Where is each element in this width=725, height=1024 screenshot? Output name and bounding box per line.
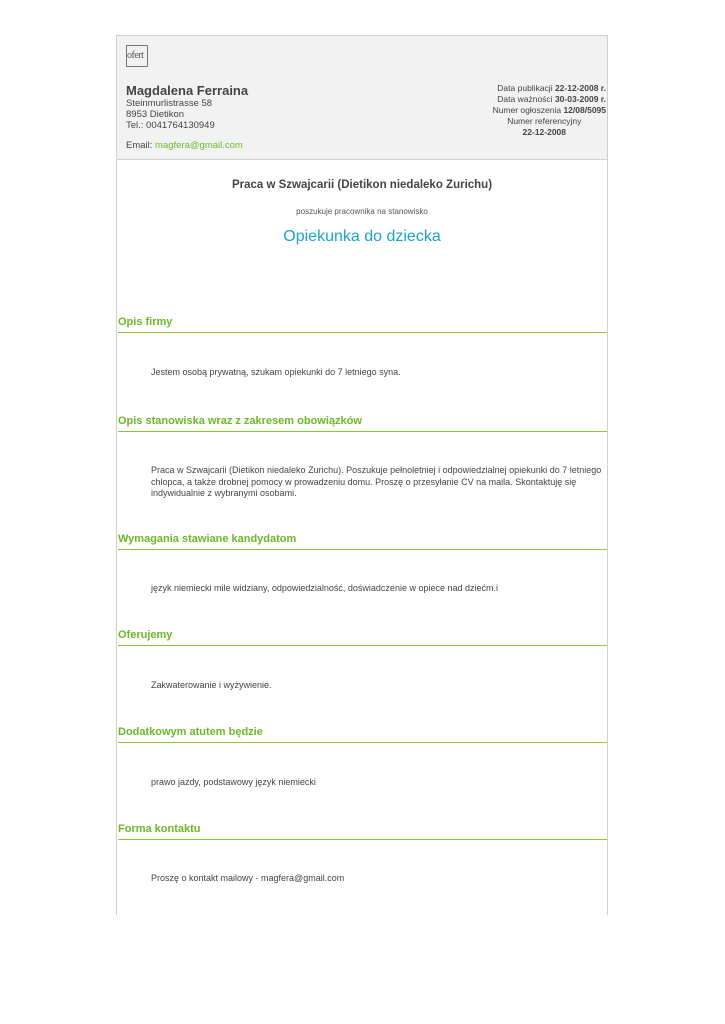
section-heading: Dodatkowym atutem będzie (118, 726, 607, 743)
offer-meta (493, 83, 606, 138)
looking-text: poszukuje pracownika na stanowisko (296, 207, 428, 216)
street: Steinmurlistrasse 58 (126, 98, 213, 109)
email-link[interactable]: magfera@gmail.com (155, 140, 243, 151)
city: 8953 Dietikon (126, 109, 185, 120)
offer-number: Numer ogłoszenia 12/08/5095 (492, 105, 606, 115)
section-text: Jestem osobą prywatną, szukam opiekunki do 7 letniego syna. (151, 367, 401, 377)
job-title: Praca w Szwajcarii (Dietikon niedaleko Zurichu) (231, 179, 493, 191)
offer-card (116, 35, 608, 915)
section-text: Proszę o kontakt mailowy - magfera@gmail.com (151, 873, 345, 883)
section-heading: Forma kontaktu (118, 823, 607, 840)
phone: Tel.: 0041764130949 (126, 120, 215, 131)
advertiser-address (126, 98, 215, 131)
expiry-date: Data ważności 30-03-2009 r. (497, 94, 606, 104)
section-text: język niemiecki mile widziany, odpowiedzialność, doświadczenie w opiece nad dziećm.i (151, 583, 498, 593)
section-heading: Wymagania stawiane kandydatom (118, 533, 607, 550)
advertiser-name: Magdalena Ferraina (126, 83, 249, 98)
position-title: Opiekunka do dziecka (283, 228, 441, 245)
section-heading: Opis stanowiska wraz z zakresem obowiązków (118, 415, 607, 432)
section-text: Zakwaterowanie i wyżywienie. (151, 680, 272, 690)
section-text: Praca w Szwajcarii (Dietikon niedaleko Zurichu). Poszukuje pełnoletniej i odpowiedzialnej opiekunki do 7 letniego chlopca, a także drobnej pomocy w prowadzeniu domu. Proszę o przesyłanie CV na maila. Skontaktuję się indywidualnie z wybranymi osobami. (151, 465, 602, 498)
reference-value: 22-12-2008 (522, 127, 567, 137)
logo: ofert (126, 45, 148, 67)
section-heading: Opis firmy (118, 316, 607, 333)
email-row (126, 140, 243, 151)
publication-date: Data publikacji 22-12-2008 r. (497, 83, 606, 93)
offer-header (117, 36, 607, 160)
section-heading: Oferujemy (118, 629, 607, 646)
reference-label: Numer referencyjny (507, 116, 582, 126)
email-label: Email: (126, 140, 153, 151)
section-text: prawo jazdy, podstawowy język niemiecki (151, 777, 316, 787)
